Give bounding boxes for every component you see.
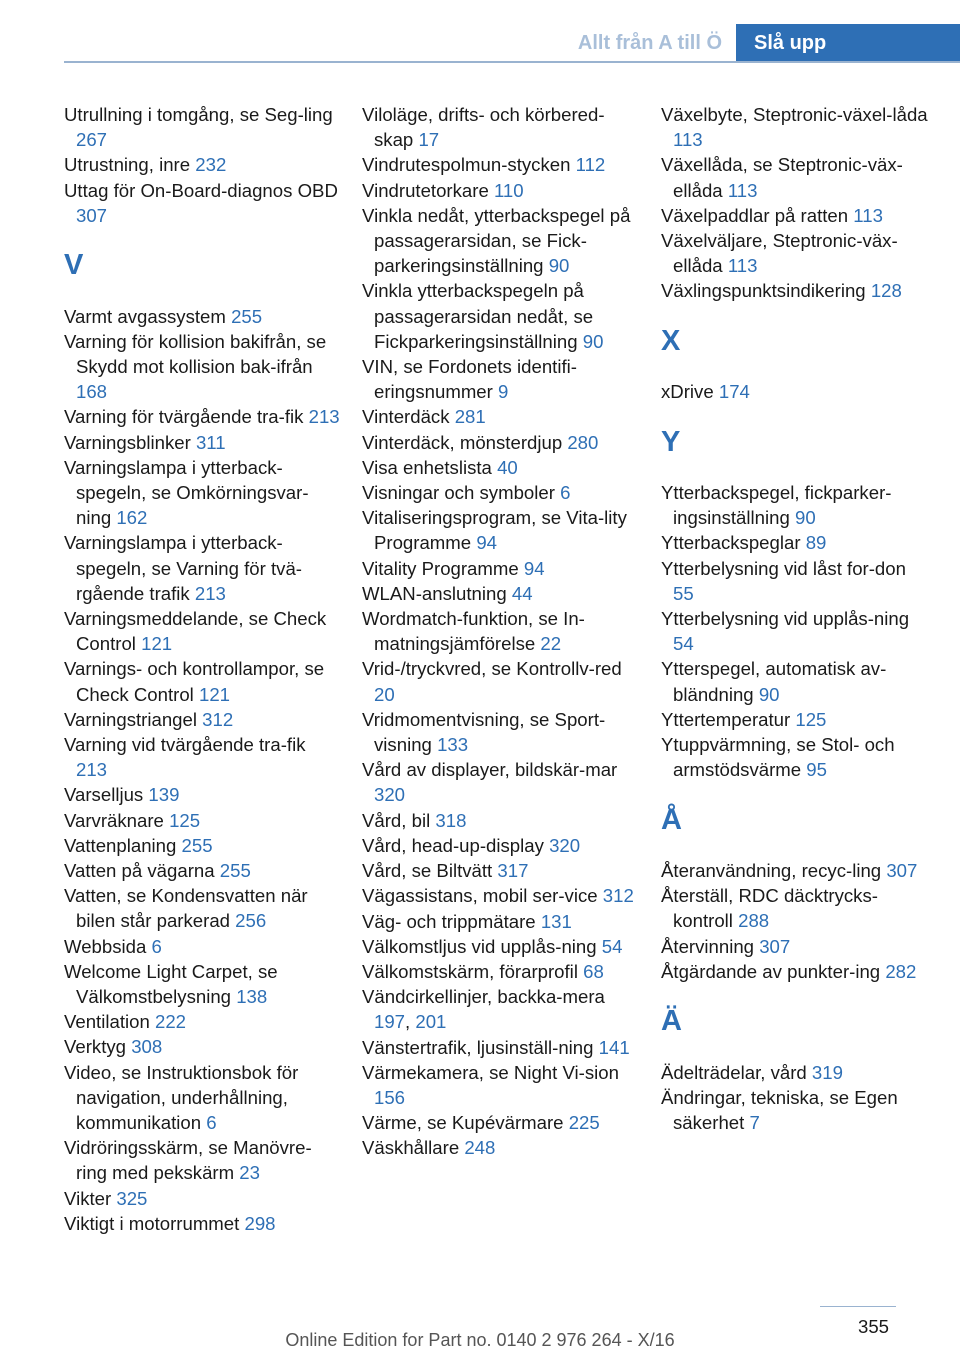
index-entry-text: Växelbyte, Steptronic-växel‐låda	[661, 104, 928, 125]
index-entry-text: Ytterbelysning vid låst for‐don	[661, 557, 906, 579]
index-entry-text: Visa enhetslista	[362, 456, 492, 478]
index-entry	[362, 934, 638, 959]
index-entry	[661, 858, 931, 883]
page-link[interactable]: 17	[418, 129, 440, 151]
page-link[interactable]: 90	[794, 507, 816, 529]
index-entry	[362, 102, 638, 152]
index-column-2	[362, 102, 638, 1161]
page-link[interactable]: 6	[206, 1112, 217, 1134]
index-entry	[64, 404, 340, 429]
index-entry	[362, 1135, 638, 1160]
page-link[interactable]: 112	[575, 154, 606, 176]
index-entry-text: Välkomstljus vid upplås‐ning	[362, 935, 597, 957]
page-link[interactable]: 282	[885, 960, 917, 982]
index-entry-text: Vattenplaning	[64, 834, 177, 856]
page-link[interactable]: 307	[76, 204, 108, 226]
page-link[interactable]: 125	[169, 809, 201, 831]
index-entry-text: Vinkla nedåt, ytterbackspegel på passagerarsidan, se Fick‐parkeringsinställning	[362, 204, 631, 277]
index-entry	[661, 379, 931, 404]
index-entry	[64, 732, 340, 782]
page-link[interactable]: 68	[583, 960, 604, 982]
index-entry-text: Åtgärdande av punkter‐ing	[661, 960, 881, 982]
index-entry-text: Varningsmeddelande, se Check Control	[64, 608, 327, 655]
index-column-1	[64, 102, 340, 1236]
index-entry-text: Välkomstskärm, förarprofil	[362, 960, 578, 982]
page-link[interactable]: 307	[886, 859, 918, 881]
index-entry-text: Varning vid tvärgående tra‐fik	[64, 734, 306, 756]
index-entry-text: Webbsida	[64, 935, 147, 957]
index-letter-heading: X	[661, 324, 681, 357]
page-link[interactable]: 55	[673, 582, 694, 604]
page-link[interactable]: 267	[76, 129, 108, 151]
index-letter-heading: Y	[661, 425, 681, 458]
page-link[interactable]: 121	[141, 633, 173, 655]
index-entry	[362, 707, 638, 757]
page-link[interactable]: 54	[601, 935, 623, 957]
index-entry-text: Vinterdäck, mönsterdjup	[362, 431, 563, 453]
page-link[interactable]: 232	[195, 154, 227, 176]
index-entry	[64, 934, 340, 959]
index-entry-text: Ytterbackspegel, fickparker‐ingsinställning	[661, 481, 892, 529]
page-link[interactable]: 90	[582, 330, 604, 352]
index-entry-text: Ändringar, tekniska, se Egen säkerhet	[661, 1086, 898, 1133]
page-link[interactable]: 319	[811, 1061, 843, 1083]
page-link[interactable]: 113	[727, 255, 758, 277]
index-entry-text: Vrid-/tryckvred, se Kontrollv‐red	[362, 658, 622, 680]
index-entry	[362, 757, 638, 807]
page-link[interactable]: 312	[602, 885, 634, 907]
index-entry-text: Vänstertrafik, ljusinställ‐ning	[362, 1036, 594, 1058]
index-entry-text: Vändcirkellinjer, backka‐mera	[362, 986, 605, 1008]
index-entry-text: Ytuppvärmning, se Stol- och armstödsvärme	[661, 733, 895, 781]
index-entry-text: Varningstriangel	[64, 708, 197, 730]
index-entry-text: Ytterspegel, automatisk av‐bländning	[661, 658, 887, 705]
index-entry-text: Vridmomentvisning, se Sport‐visning	[362, 708, 606, 756]
index-entry-text: Vindrutetorkare	[362, 179, 489, 201]
page-link[interactable]: 308	[131, 1036, 163, 1058]
index-entry-text: xDrive	[661, 381, 714, 403]
index-entry-text: Vinterdäck	[362, 406, 450, 428]
page-link[interactable]: 213	[308, 406, 340, 428]
page-link[interactable]: 95	[806, 759, 827, 781]
index-entry	[661, 656, 931, 706]
index-entry-text: Verktyg	[64, 1036, 127, 1058]
index-letter-heading: Ä	[661, 1005, 682, 1038]
index-entry-text: Återanvändning, recyc‐ling	[661, 859, 882, 881]
index-entry	[64, 707, 340, 732]
index-entry	[64, 808, 340, 833]
index-entry-text: Vikter	[64, 1187, 112, 1209]
page-link[interactable]: 311	[195, 431, 226, 453]
index-entry	[64, 1009, 340, 1034]
index-entry	[64, 656, 340, 706]
page-link[interactable]: 44	[511, 582, 533, 604]
index-entry	[362, 505, 638, 555]
index-entry-text: Viktigt i motorrummet	[64, 1212, 240, 1234]
page-link[interactable]: 23	[239, 1162, 260, 1184]
index-entry	[64, 530, 340, 606]
page-link[interactable]: 40	[497, 456, 518, 478]
page-link[interactable]: 197	[374, 1011, 406, 1033]
page-link[interactable]: 138	[236, 986, 268, 1008]
index-entry-text: Värme, se Kupévärmare	[362, 1112, 564, 1134]
index-entry	[64, 959, 340, 1009]
page-link[interactable]: 89	[805, 532, 827, 554]
page-link[interactable]: 7	[749, 1111, 760, 1133]
index-entry	[661, 102, 931, 152]
page-link[interactable]: 110	[493, 179, 524, 201]
page-link[interactable]: 9	[498, 381, 509, 403]
index-entry-text: Växelväljare, Steptronic-väx‐ellåda	[661, 230, 898, 277]
index-entry	[64, 1211, 340, 1236]
index-entry-text: Varning för tvärgående tra‐fik	[64, 406, 304, 428]
index-entry	[362, 404, 638, 429]
page-link[interactable]: 255	[219, 860, 251, 882]
index-entry	[362, 858, 638, 883]
index-entry	[362, 909, 638, 934]
index-entry	[64, 304, 340, 329]
page-link[interactable]: 281	[454, 406, 486, 428]
index-entry	[64, 102, 340, 152]
index-entry	[64, 782, 340, 807]
page-link[interactable]: 317	[497, 860, 529, 882]
index-entry-text: Visningar och symboler	[362, 482, 555, 504]
index-entry	[64, 430, 340, 455]
index-entry-text: Video, se Instruktionsbok för navigation, underhållning, kommunikation	[64, 1061, 299, 1134]
index-entry	[661, 1085, 931, 1135]
index-entry	[661, 530, 931, 555]
index-entry-text: Vitality Programme	[362, 557, 519, 579]
index-entry	[661, 707, 931, 732]
page-link[interactable]: 139	[148, 784, 180, 806]
page-number: 355	[858, 1316, 890, 1337]
index-entry-text: Varnings- och kontrollampor, se Check Control	[64, 658, 325, 705]
index-entry	[661, 606, 931, 656]
index-entry	[362, 455, 638, 480]
page-link[interactable]: 94	[476, 532, 497, 554]
index-entry	[661, 959, 931, 984]
index-entry	[64, 178, 340, 228]
index-entry-text: Utrullning i tomgång, se Seg‐ling	[64, 104, 333, 125]
index-entry-text: Yttertemperatur	[661, 708, 791, 730]
page-link[interactable]: 131	[540, 910, 572, 932]
index-entry-text: Varning för kollision bakifrån, se Skydd mot kollision bak‐ifrån	[64, 330, 327, 377]
index-entry-text: Varmt avgassystem	[64, 305, 226, 327]
index-entry	[362, 581, 638, 606]
index-entry-text: Ädelträdelar, vård	[661, 1061, 807, 1083]
index-entry	[362, 808, 638, 833]
index-entry	[362, 430, 638, 455]
page-link[interactable]: 113	[727, 179, 758, 201]
index-entry	[661, 203, 931, 228]
index-entry-text: Vatten på vägarna	[64, 860, 215, 882]
index-entry	[661, 228, 931, 278]
index-entry-text: Varselljus	[64, 784, 144, 806]
page-link[interactable]: 255	[181, 834, 213, 856]
index-entry	[362, 606, 638, 656]
index-entry-text: WLAN-anslutning	[362, 582, 507, 604]
index-entry-text: Vitaliseringsprogram, se Vita‐lity Programme	[362, 507, 627, 554]
index-entry-text: Ventilation	[64, 1011, 150, 1033]
index-entry	[64, 858, 340, 883]
index-entry-text: Uttag för On-Board-diagnos OBD	[64, 179, 338, 201]
index-entry	[362, 1035, 638, 1060]
index-entry-text: Wordmatch-funktion, se In‐matningsjämförelse	[362, 608, 585, 655]
index-entry-text: Varvräknare	[64, 809, 164, 831]
index-entry	[64, 1135, 340, 1185]
page-link[interactable]: 133	[437, 734, 469, 756]
page-link[interactable]: 320	[374, 784, 406, 806]
index-entry	[362, 152, 638, 177]
index-entry	[661, 883, 931, 933]
footer-edition: Online Edition for Part no. 0140 2 976 264 - X/16	[285, 1330, 675, 1350]
index-entry	[362, 959, 638, 984]
page-link[interactable]: 121	[198, 683, 231, 705]
page-link[interactable]: 54	[673, 633, 694, 655]
index-entry	[362, 480, 638, 505]
page-link[interactable]: 6	[151, 935, 162, 957]
index-entry	[661, 152, 931, 202]
index-entry-text: Växelpaddlar på ratten	[661, 204, 849, 226]
index-entry	[661, 1060, 931, 1085]
index-entry-text: Väskhållare	[362, 1137, 460, 1159]
index-entry-text: Återställ, RDC däcktrycks‐kontroll	[661, 885, 878, 932]
index-column-3	[661, 102, 931, 1135]
index-entry-text: Växlingspunktsindikering	[661, 280, 866, 302]
index-entry-text: Ytterbackspeglar	[661, 532, 801, 554]
index-entry	[64, 883, 340, 933]
index-entry	[661, 278, 931, 303]
page-link[interactable]: 168	[76, 381, 108, 403]
index-entry	[661, 480, 931, 530]
index-entry-text: Vård, bil	[362, 809, 431, 831]
page-link[interactable]: 213	[194, 582, 226, 604]
index-entry	[661, 556, 931, 606]
index-entry-text: Varningsblinker	[64, 431, 191, 453]
index-entry	[661, 934, 931, 959]
page-link[interactable]: 307	[759, 935, 791, 957]
page-link[interactable]: 255	[231, 305, 263, 327]
page-link[interactable]: 22	[540, 633, 562, 655]
index-entry	[362, 278, 638, 354]
page-link[interactable]: 213	[76, 759, 108, 781]
page-link[interactable]: 325	[116, 1187, 148, 1209]
index-entry	[362, 178, 638, 203]
index-letter-heading: V	[64, 249, 84, 282]
index-entry-text: Vård, head-up-display	[362, 834, 544, 856]
index-entry-text: Utrustning, inre	[64, 154, 191, 176]
page-link[interactable]: 225	[568, 1112, 600, 1134]
page-link[interactable]: 113	[673, 129, 703, 151]
index-entry	[362, 1110, 638, 1135]
index-entry-text: Ytterbelysning vid upplås‐ning	[661, 607, 910, 629]
page-link[interactable]: 90	[758, 683, 780, 705]
page-link[interactable]: 141	[598, 1036, 630, 1058]
index-entry-text: Welcome Light Carpet, se Välkomstbelysning	[64, 960, 278, 1008]
index-entry	[64, 1034, 340, 1059]
page-link[interactable]: 20	[374, 683, 395, 705]
index-entry-text: Växellåda, se Steptronic-väx‐ellåda	[661, 154, 903, 201]
index-letter-heading: Å	[661, 803, 682, 836]
index-entry-text: Vård, se Biltvätt	[362, 860, 493, 882]
footer-rule	[820, 1306, 896, 1307]
page-link[interactable]: 128	[870, 280, 902, 302]
page-link[interactable]: 256	[235, 910, 267, 932]
page-link[interactable]: 298	[244, 1212, 276, 1234]
active-tab-lookup[interactable]: Slå upp	[736, 24, 960, 62]
page-link[interactable]: 113	[853, 204, 883, 226]
index-entry-text: Vinkla ytterbackspegeln på passagerarsidan nedåt, se Fickparkeringsinställning	[362, 280, 594, 352]
index-entry	[64, 1186, 340, 1211]
index-entry: Vändcirkellinjer, backka‐mera 197, 201	[362, 986, 605, 1033]
index-entry	[362, 833, 638, 858]
page-link[interactable]: 6	[560, 482, 571, 504]
header-rule	[64, 61, 960, 63]
index-entry-text: Varningslampa i ytterback‐spegeln, se Varning för tvä‐rgående trafik	[64, 532, 303, 604]
page-link[interactable]: 248	[464, 1137, 496, 1159]
index-entry-text: VIN, se Fordonets identifi‐eringsnummer	[362, 356, 577, 403]
page-link[interactable]: 222	[154, 1011, 187, 1033]
page-link[interactable]: 318	[435, 809, 467, 831]
index-entry-text: Vård av displayer, bildskär‐mar	[362, 759, 618, 781]
index-entry-text: Återvinning	[661, 935, 755, 957]
index-entry	[362, 354, 638, 404]
index-entry	[362, 203, 638, 279]
page-link[interactable]: 90	[548, 255, 570, 277]
index-entry-text: Väg- och trippmätare	[362, 910, 536, 932]
section-tab[interactable]: Allt från A till Ö	[577, 31, 722, 54]
page-link[interactable]: 162	[116, 507, 148, 529]
index-entry	[362, 1060, 638, 1110]
index-entry	[362, 883, 638, 908]
index-entry-text: Vatten, se Kondensvatten när bilen står parkerad	[64, 885, 308, 932]
page-link[interactable]: 312	[202, 708, 234, 730]
index-entry	[661, 732, 931, 782]
index-entry	[362, 656, 638, 706]
index-entry	[64, 606, 340, 656]
index-entry	[64, 1060, 340, 1136]
page-link[interactable]: 320	[549, 834, 581, 856]
index-entry	[64, 152, 340, 177]
index-entry-text: Vägassistans, mobil ser‐vice	[362, 885, 598, 907]
index-entry-text: Viloläge, drifts- och körbered‐skap	[362, 104, 605, 151]
index-entry	[64, 329, 340, 405]
index-entry-text: Varningslampa i ytterback‐spegeln, se Omkörningsvar‐ning	[64, 456, 309, 529]
page-link[interactable]: 201	[415, 1011, 447, 1033]
page-link[interactable]: 288	[738, 910, 770, 932]
page-link[interactable]: 125	[795, 708, 827, 730]
index-entry-text: Vidröringsskärm, se Manövre‐ring med pekskärm	[64, 1137, 312, 1184]
index-entry	[64, 833, 340, 858]
index-entry	[362, 556, 638, 581]
page-link[interactable]: 174	[718, 381, 750, 403]
index-entry-text: Vindrutespolmun‐stycken	[362, 154, 571, 176]
page-link[interactable]: 94	[523, 557, 545, 579]
index-entry-text: Värmekamera, se Night Vi‐sion	[362, 1061, 619, 1083]
page-link[interactable]: 280	[567, 431, 599, 453]
index-entry	[64, 455, 340, 531]
page-link[interactable]: 156	[374, 1086, 406, 1108]
